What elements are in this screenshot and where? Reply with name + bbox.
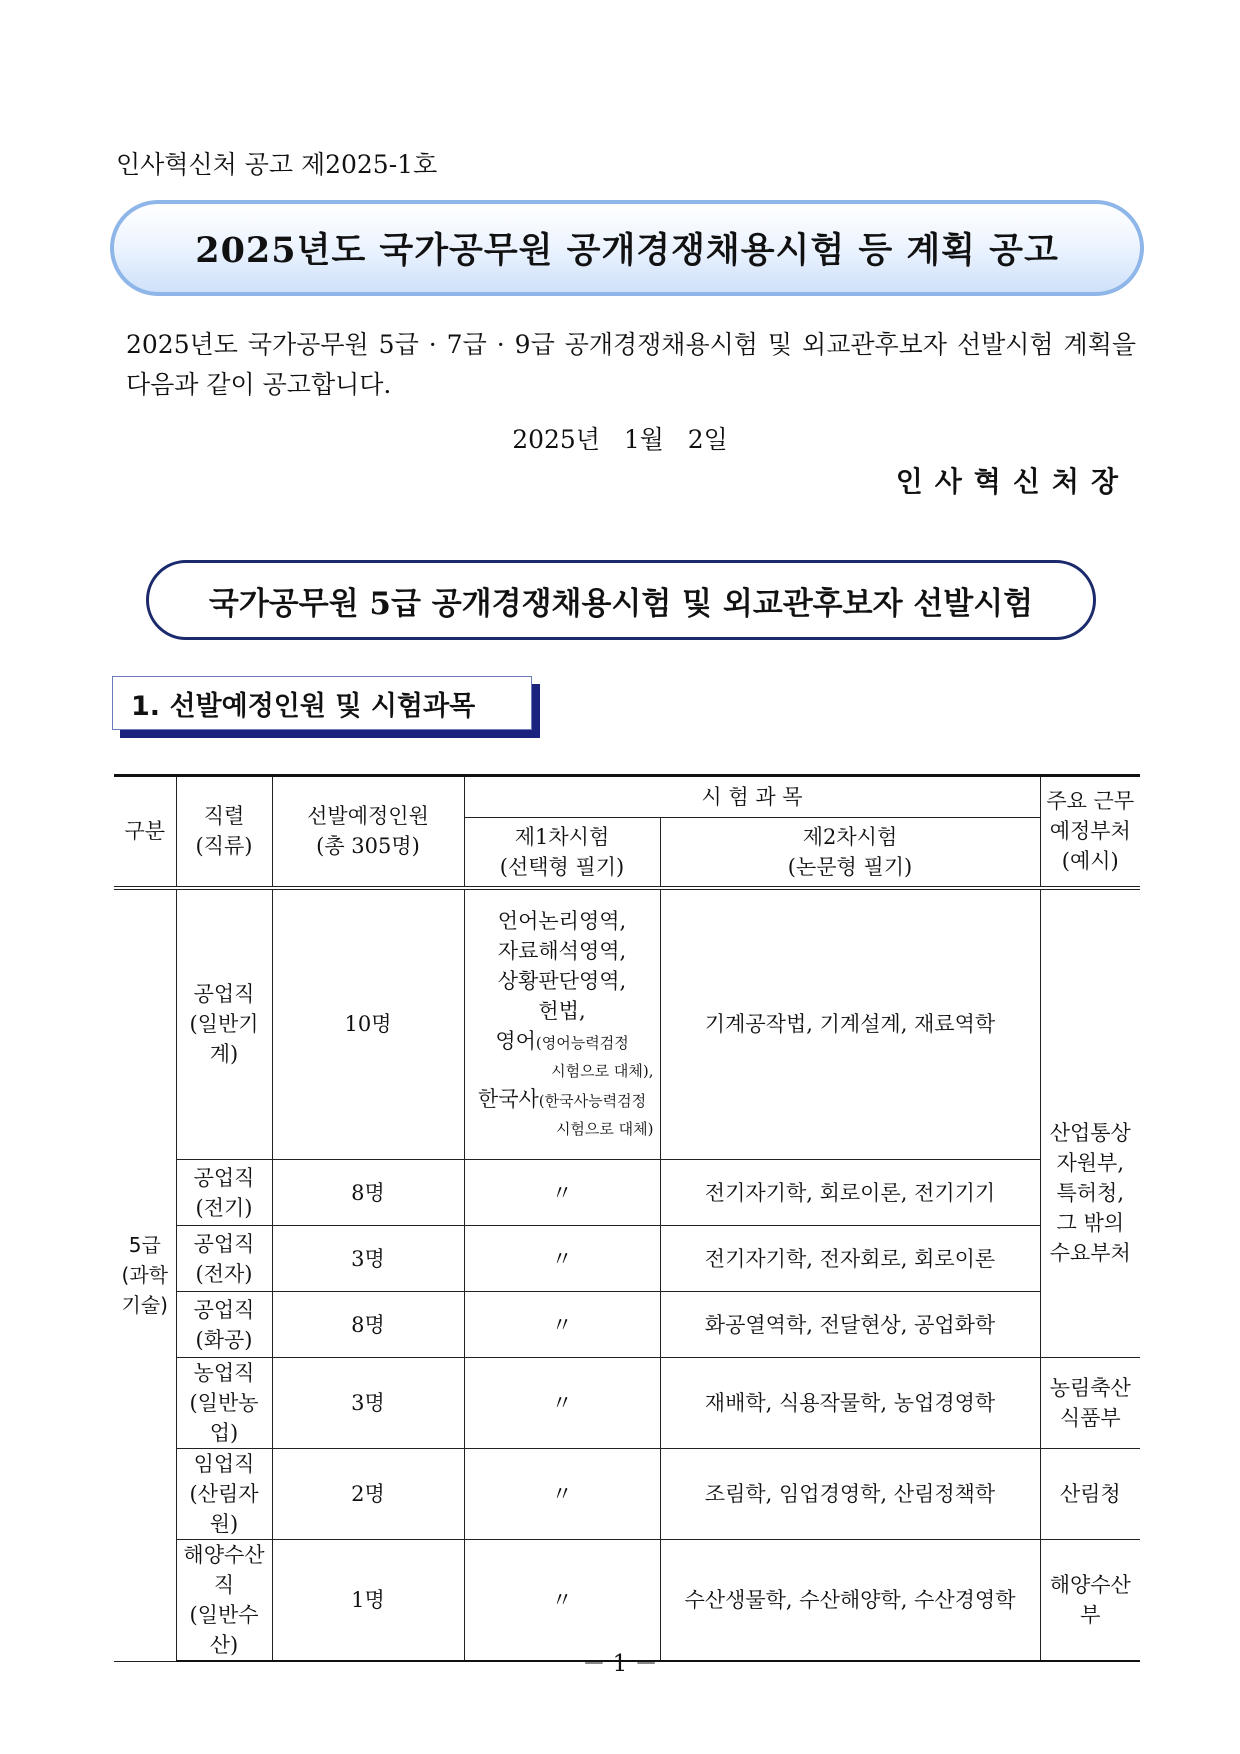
ditto-mark: 〃 xyxy=(464,1226,660,1292)
quota-cell: 2명 xyxy=(272,1449,464,1540)
table-row xyxy=(114,1358,1140,1449)
quota-cell: 3명 xyxy=(272,1226,464,1292)
second-exam-subjects: 전기자기학, 회로이론, 전기기기 xyxy=(660,1160,1040,1226)
page-number: － 1 － xyxy=(582,1651,658,1677)
job-cell: 임업직 (산림자원) xyxy=(176,1449,272,1540)
quota-cell: 3명 xyxy=(272,1358,464,1449)
dept-cell: 해양수산부 xyxy=(1040,1540,1140,1662)
second-exam-subjects: 기계공작법, 기계설계, 재료역학 xyxy=(660,888,1040,1160)
intro-paragraph: 2025년도 국가공무원 5급 · 7급 · 9급 공개경쟁채용시험 및 외교관후보자 선발시험 계획을 다음과 같이 공고합니다. xyxy=(126,330,1136,399)
exam-table xyxy=(114,774,1140,1662)
second-exam-subjects: 재배학, 식용작물학, 농업경영학 xyxy=(660,1358,1040,1449)
job-cell: 공업직 (전자) xyxy=(176,1226,272,1292)
first-exam-subjects: 언어논리영역, 자료해석영역, 상황판단영역, 헌법, 영어(영어능력검정 시험으로 대체), 한국사(한국사능력검정 시험으로 대체) xyxy=(464,888,660,1160)
main-title-banner xyxy=(110,200,1144,296)
table-row xyxy=(114,1160,1140,1226)
section-title: 국가공무원 5급 공개경쟁채용시험 및 외교관후보자 선발시험 xyxy=(208,585,1034,622)
table-row xyxy=(114,1226,1140,1292)
grade-cell: 5급 (과학 기술) xyxy=(114,888,176,1662)
header-first-exam: 제1차시험 (선택형 필기) xyxy=(464,818,660,888)
main-title: 2025년도 국가공무원 공개경쟁채용시험 등 계획 공고 xyxy=(195,230,1059,271)
notice-date: 2025년 1월 2일 xyxy=(512,425,728,454)
header-quota: 선발예정인원 (총 305명) xyxy=(272,776,464,888)
quota-cell: 10명 xyxy=(272,888,464,1160)
header-category: 구분 xyxy=(114,776,176,888)
job-cell: 농업직 (일반농업) xyxy=(176,1358,272,1449)
ditto-mark: 〃 xyxy=(464,1292,660,1358)
ditto-mark: 〃 xyxy=(464,1160,660,1226)
table-row xyxy=(114,1540,1140,1662)
job-cell: 해양수산직 (일반수산) xyxy=(176,1540,272,1662)
second-exam-subjects: 조림학, 임업경영학, 산림정책학 xyxy=(660,1449,1040,1540)
section-banner xyxy=(146,560,1096,640)
table-row xyxy=(114,1292,1140,1358)
dept-cell: 산림청 xyxy=(1040,1449,1140,1540)
table-row xyxy=(114,888,1140,1160)
signer: 인사혁신처장 xyxy=(895,465,1130,498)
header-dept: 주요 근무 예정부처 (예시) xyxy=(1040,776,1140,888)
second-exam-subjects: 화공열역학, 전달현상, 공업화학 xyxy=(660,1292,1040,1358)
subsection-heading xyxy=(112,676,536,732)
job-cell: 공업직 (일반기계) xyxy=(176,888,272,1160)
ditto-mark: 〃 xyxy=(464,1449,660,1540)
job-cell: 공업직 (전기) xyxy=(176,1160,272,1226)
notice-number: 인사혁신처 공고 제2025-1호 xyxy=(116,150,438,179)
job-cell: 공업직 (화공) xyxy=(176,1292,272,1358)
ditto-mark: 〃 xyxy=(464,1540,660,1662)
header-job: 직렬 (직류) xyxy=(176,776,272,888)
quota-cell: 8명 xyxy=(272,1292,464,1358)
subsection-title: 1. 선발예정인원 및 시험과목 xyxy=(112,676,532,730)
quota-cell: 1명 xyxy=(272,1540,464,1662)
table-row xyxy=(114,1449,1140,1540)
second-exam-subjects: 전기자기학, 전자회로, 회로이론 xyxy=(660,1226,1040,1292)
dept-cell: 농림축산 식품부 xyxy=(1040,1358,1140,1449)
header-second-exam: 제2차시험 (논문형 필기) xyxy=(660,818,1040,888)
header-subjects: 시 험 과 목 xyxy=(464,776,1040,818)
dept-cell: 산업통상 자원부, 특허청, 그 밖의 수요부처 xyxy=(1040,888,1140,1358)
quota-cell: 8명 xyxy=(272,1160,464,1226)
ditto-mark: 〃 xyxy=(464,1358,660,1449)
second-exam-subjects: 수산생물학, 수산해양학, 수산경영학 xyxy=(660,1540,1040,1662)
